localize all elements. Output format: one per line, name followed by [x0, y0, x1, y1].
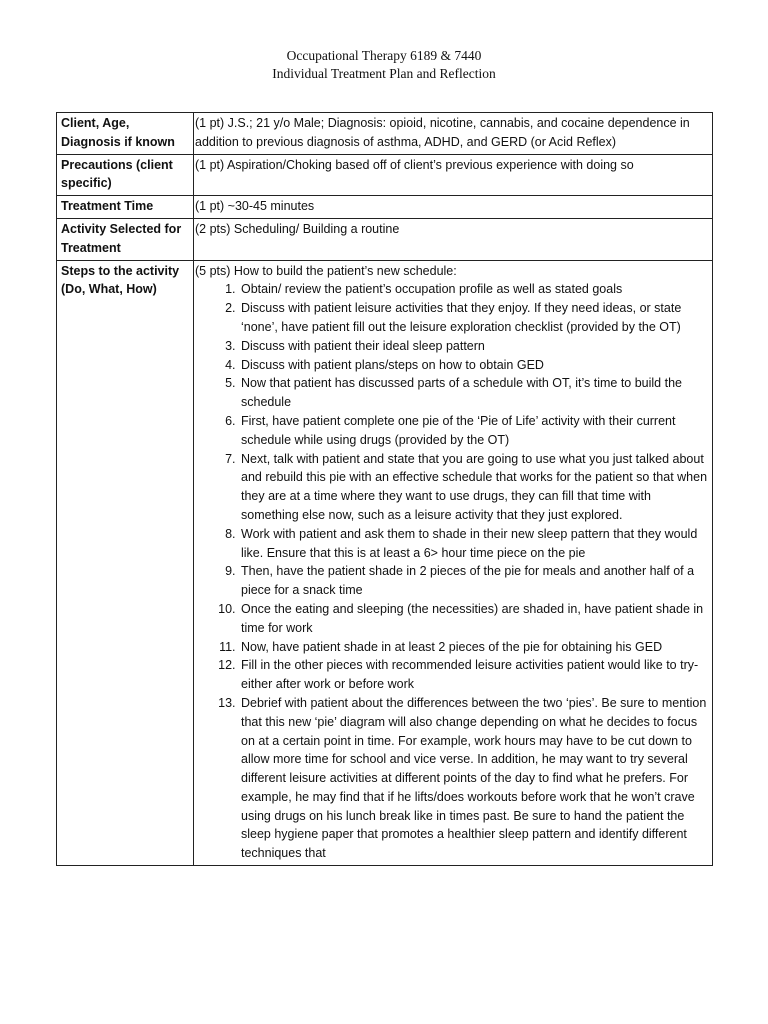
document-subtitle: Individual Treatment Plan and Reflection: [272, 66, 496, 81]
client-value: (1 pt) J.S.; 21 y/o Male; Diagnosis: opioid, nicotine, cannabis, and cocaine dependence in addition to previous diagnosis of asthma, ADHD, and GERD (or Acid Reflex): [194, 113, 713, 155]
list-item: 8. Work with patient and ask them to shade in their new sleep pattern that they would like. Ensure that this is at least a 6> hour time piece on the pie: [239, 525, 712, 563]
table-row-activity: [57, 218, 713, 260]
list-item: 1. Obtain/ review the patient’s occupation profile as well as stated goals: [239, 280, 712, 299]
document-title: Occupational Therapy 6189 & 7440: [286, 48, 482, 63]
table-row-client: [57, 113, 713, 155]
list-item: 2. Discuss with patient leisure activities that they enjoy. If they need ideas, or state ‘none’, have patient fill out the leisure exploration checklist (provided by the OT): [239, 299, 712, 337]
table-row-steps: [57, 260, 713, 866]
steps-list: [195, 280, 712, 863]
treatment-plan-table: [56, 112, 713, 866]
list-item: 12. Fill in the other pieces with recommended leisure activities patient would like to try-either after work or before work: [239, 656, 712, 694]
precautions-label: Precautions (client specific): [57, 154, 194, 196]
steps-value: [194, 260, 713, 866]
client-label: Client, Age, Diagnosis if known: [57, 113, 194, 155]
list-item: 9. Then, have the patient shade in 2 pieces of the pie for meals and another half of a piece for a snack time: [239, 562, 712, 600]
list-item: 11. Now, have patient shade in at least 2 pieces of the pie for obtaining his GED: [239, 638, 712, 657]
steps-intro: (5 pts) How to build the patient’s new schedule:: [195, 263, 457, 278]
activity-value: (2 pts) Scheduling/ Building a routine: [194, 218, 713, 260]
precautions-value: (1 pt) Aspiration/Choking based off of client’s previous experience with doing so: [194, 154, 713, 196]
list-item: 13. Debrief with patient about the differences between the two ‘pies’. Be sure to mention that this new ‘pie’ diagram will also change depending on what he decides to focus on at a certain point in time. For example, work hours may have to be cut down to allow more time for school and vice verse. In addition, he may want to try several different leisure activities at different points of the day to find what he prefers. For example, he may find that if he lifts/does workouts before work that he won’t crave using drugs on his lunch break like in times past. Be sure to hand the patient the sleep hygiene paper that promotes a healthier sleep pattern and identify different techniques that: [239, 694, 712, 863]
list-item: 3. Discuss with patient their ideal sleep pattern: [239, 337, 712, 356]
list-item: 5. Now that patient has discussed parts of a schedule with OT, it’s time to build the schedule: [239, 374, 712, 412]
treatment-time-label: Treatment Time: [57, 196, 194, 219]
list-item: 10. Once the eating and sleeping (the necessities) are shaded in, have patient shade in time for work: [239, 600, 712, 638]
activity-label: Activity Selected for Treatment: [57, 218, 194, 260]
table-row-treatment-time: [57, 196, 713, 219]
table-row-precautions: [57, 154, 713, 196]
list-item: 4. Discuss with patient plans/steps on how to obtain GED: [239, 356, 712, 375]
treatment-time-value: (1 pt) ~30-45 minutes: [194, 196, 713, 219]
list-item: 6. First, have patient complete one pie of the ‘Pie of Life’ activity with their current schedule while using drugs (provided by the OT): [239, 412, 712, 450]
list-item: 7. Next, talk with patient and state that you are going to use what you just talked about and rebuild this pie with an effective schedule that works for the patient so that when they are at a time where they want to use drugs, they can fill that time with something else now, such as a leisure activity that they just explored.: [239, 450, 712, 525]
steps-label: Steps to the activity (Do, What, How): [57, 260, 194, 866]
